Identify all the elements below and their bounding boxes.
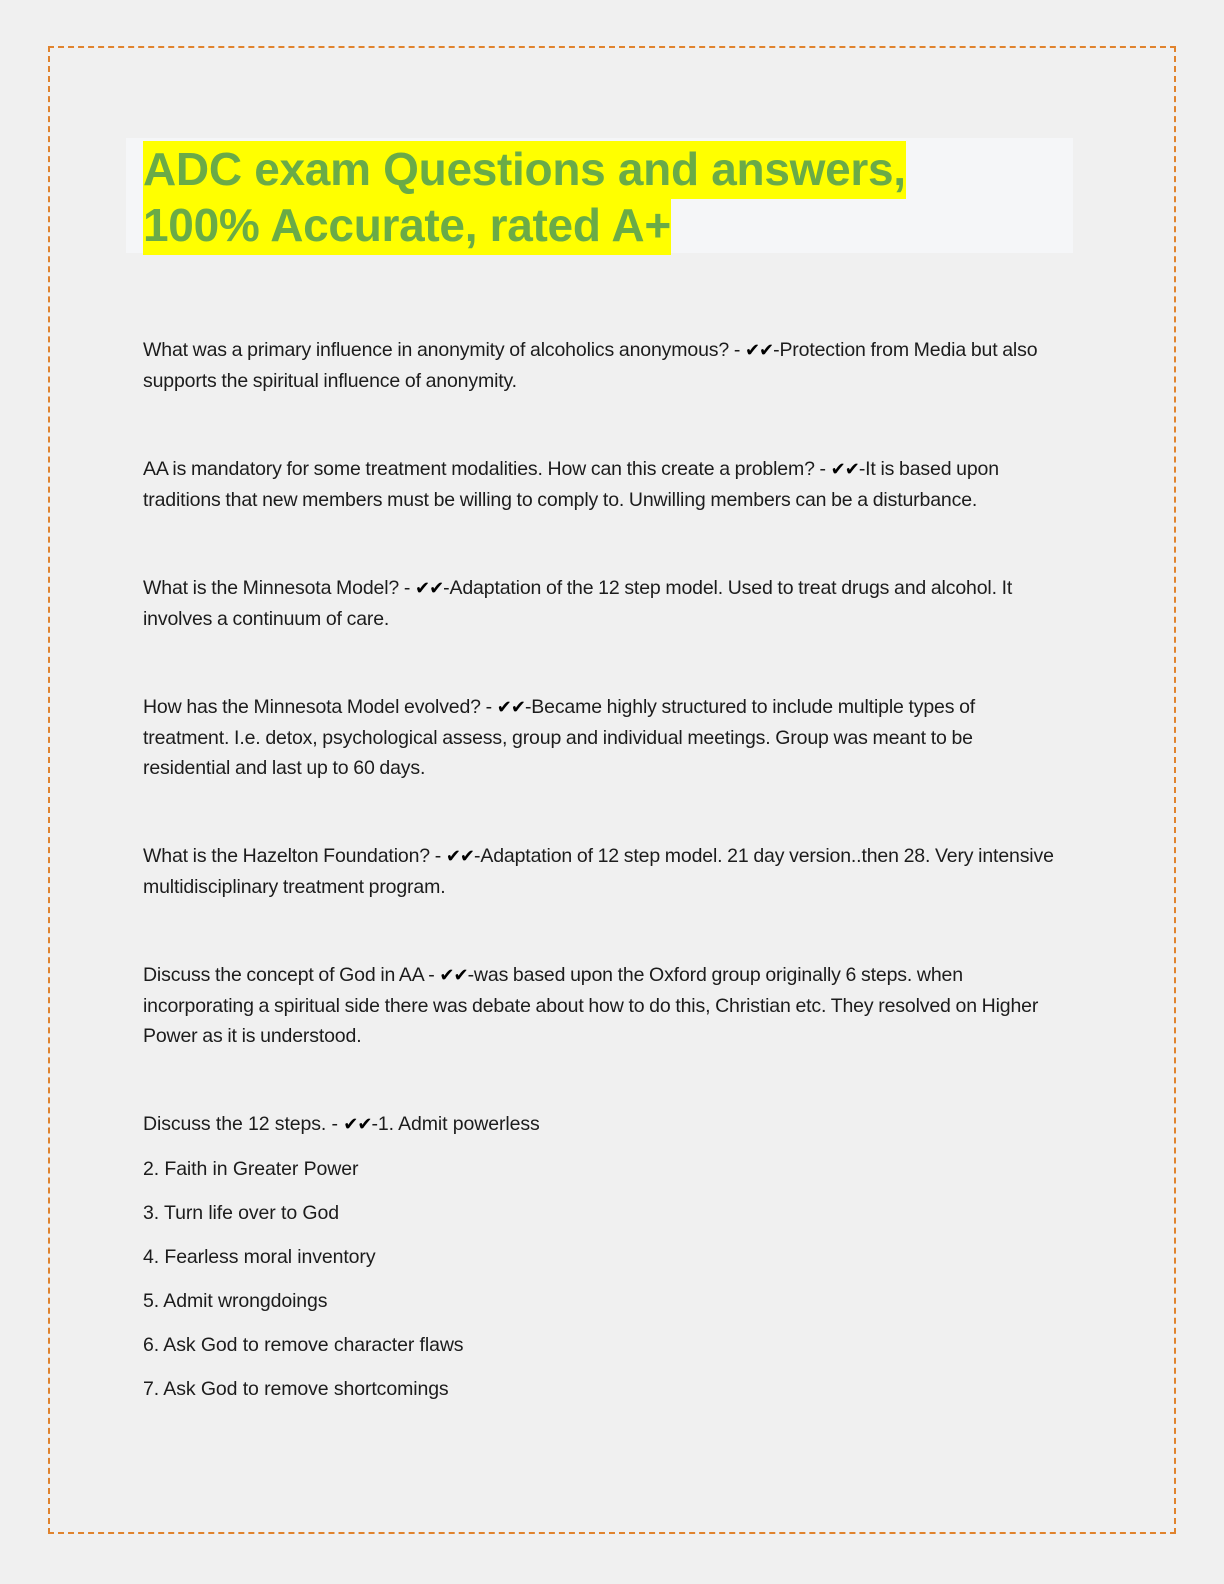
qa-answer: -Adaptation of the 12 step model. Used to treat drugs and alcohol. It involves a continuum of care. — [143, 577, 1013, 630]
qa-item — [143, 454, 1063, 515]
qa-question: Discuss the 12 steps. - — [143, 1113, 344, 1135]
check-icon: ✔✔ — [744, 340, 774, 361]
document-body — [143, 335, 1063, 1418]
qa-item — [143, 335, 1063, 396]
list-item: 7. Ask God to remove shortcomings — [143, 1378, 449, 1400]
qa-answer: -It is based upon traditions that new members must be willing to comply to. Unwilling members can be a disturbance. — [143, 458, 999, 511]
qa-question: What is the Hazelton Foundation? - — [143, 845, 446, 867]
page-title-line-2: 100% Accurate, rated A+ — [143, 197, 671, 255]
qa-answer: -Protection from Media but also supports the spiritual influence of anonymity. — [143, 339, 1038, 392]
qa-question: AA is mandatory for some treatment modalities. How can this create a problem? - — [143, 458, 831, 480]
qa-answer: -Became highly structured to include multiple types of treatment. I.e. detox, psychological assess, group and individual meetings. Group was meant to be residential and last up to 60 days. — [143, 696, 976, 779]
qa-answer: -Adaptation of 12 step model. 21 day version..then 28. Very intensive multidisciplinary treatment program. — [143, 845, 1054, 898]
qa-question: How has the Minnesota Model evolved? - — [143, 696, 497, 718]
check-icon: ✔✔ — [445, 846, 475, 867]
check-icon: ✔✔ — [439, 965, 468, 986]
qa-question: What was a primary influence in anonymity of alcoholics anonymous? - — [143, 339, 745, 361]
qa-item — [143, 960, 1063, 1051]
qa-question: Discuss the concept of God in AA - — [143, 964, 440, 986]
qa-answer: -was based upon the Oxford group originally 6 steps. when incorporating a spiritual side there was debate about how to do this, Christian etc. They resolved on Higher Power as it is understood. — [143, 964, 1039, 1047]
list-item: 3. Turn life over to God — [143, 1202, 339, 1224]
twelve-steps-list — [143, 1154, 1063, 1404]
check-icon: ✔✔ — [830, 459, 859, 480]
check-icon: ✔✔ — [343, 1114, 372, 1135]
list-item: 5. Admit wrongdoings — [143, 1290, 328, 1312]
list-item: 6. Ask God to remove character flaws — [143, 1334, 464, 1356]
page-title — [143, 141, 1043, 253]
qa-item — [143, 841, 1063, 902]
qa-question: What is the Minnesota Model? - — [143, 577, 415, 599]
list-item: 4. Fearless moral inventory — [143, 1246, 376, 1268]
check-icon: ✔✔ — [496, 697, 525, 718]
qa-answer: -1. Admit powerless — [371, 1113, 540, 1135]
page-title-line-1: ADC exam Questions and answers, — [143, 141, 906, 199]
list-item: 2. Faith in Greater Power — [143, 1158, 359, 1180]
qa-item — [143, 692, 1063, 783]
check-icon: ✔✔ — [414, 578, 444, 599]
twelve-steps-lead — [143, 1109, 1063, 1140]
qa-item — [143, 573, 1063, 634]
